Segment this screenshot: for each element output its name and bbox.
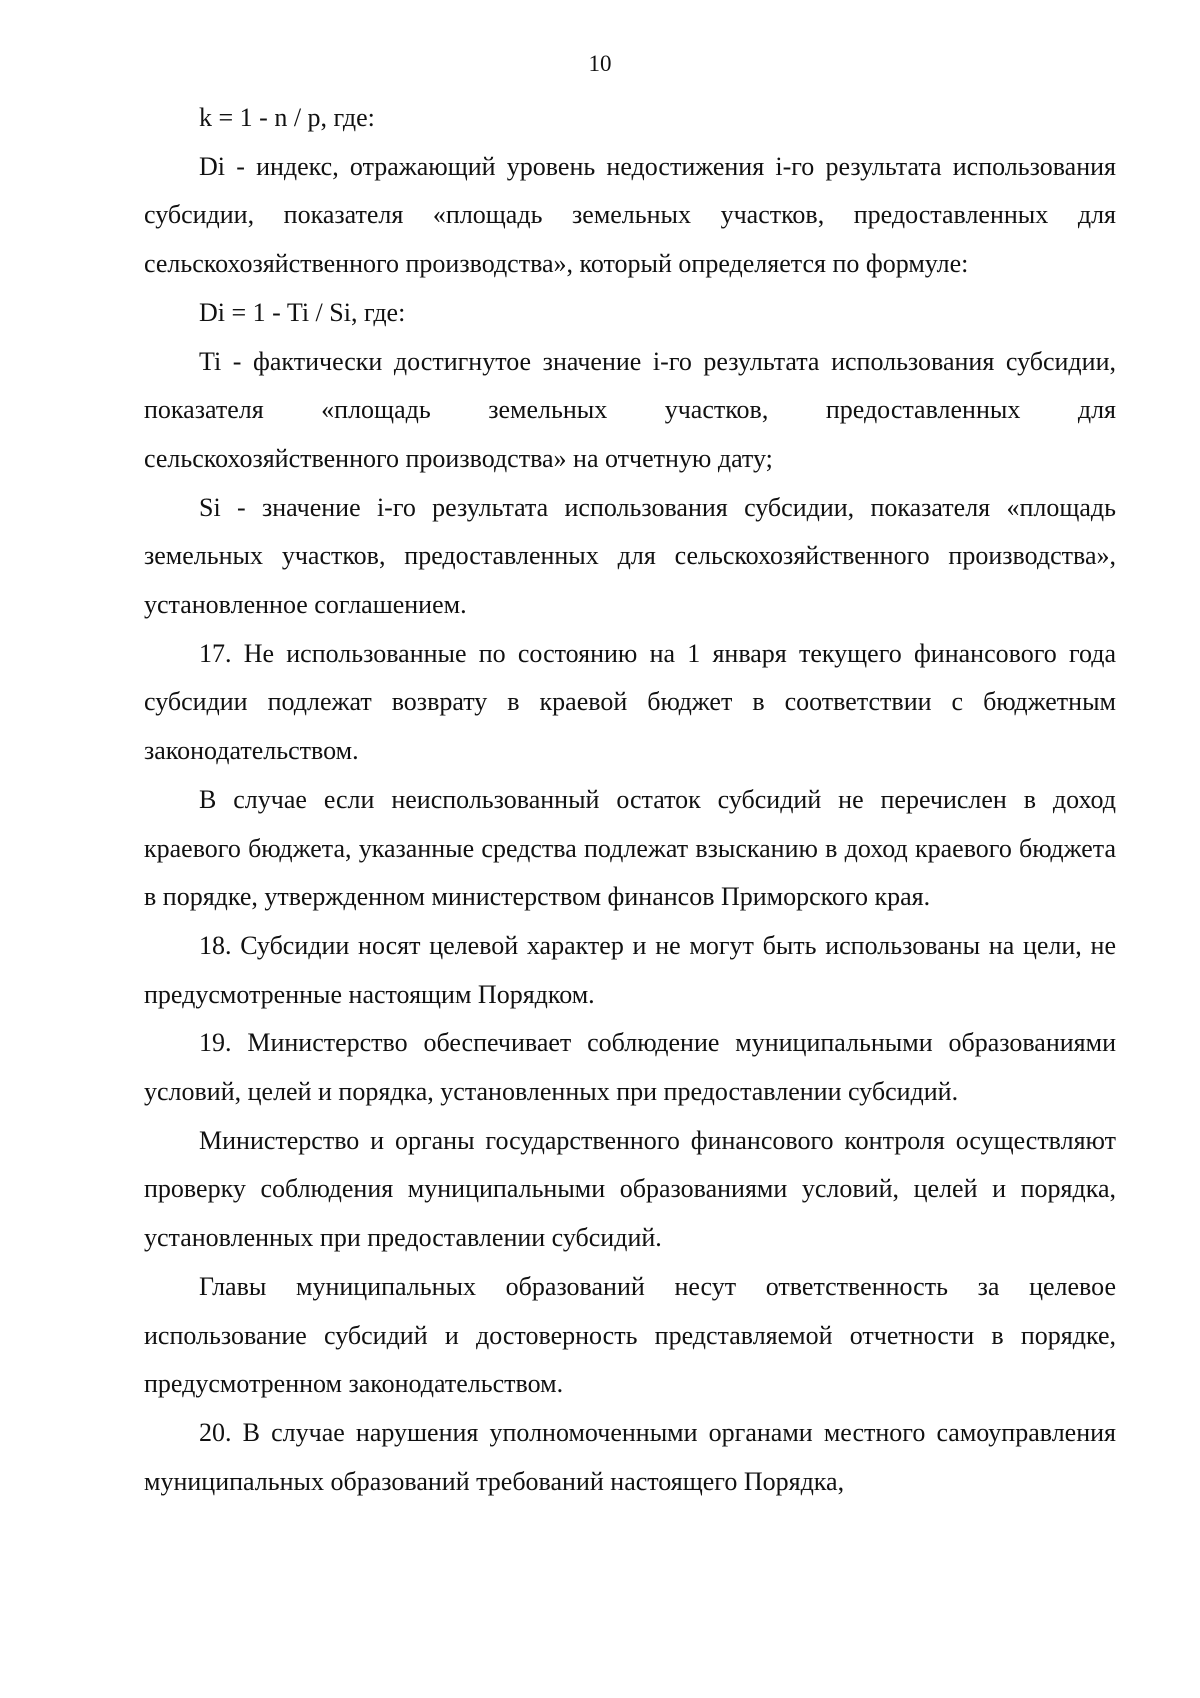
paragraph-ti-definition: Ti - фактически достигнутое значение i-го результата использования субсидии, показателя «площадь земельных участков, предоставленных для сельскохозяйственного производства» на отчетную дату;: [144, 346, 1116, 473]
paragraph-di-definition: Di - индекс, отражающий уровень недостижения i-го результата использования субсидии, показателя «площадь земельных участков, предоставленных для сельскохозяйственного производства», который определяется по формуле:: [144, 151, 1116, 279]
paragraph-si-definition: Si - значение i-го результата использования субсидии, показателя «площадь земельных участков, предоставленных для сельскохозяйственного производства», установленное соглашением.: [144, 492, 1116, 620]
paragraph-19-responsibility: Главы муниципальных образований несут ответственность за целевое использование субсидий и достоверность представляемой отчетности в порядке, предусмотренном законодательством.: [144, 1271, 1116, 1399]
document-body: [144, 94, 1116, 1506]
paragraph-20: 20. В случае нарушения уполномоченными органами местного самоуправления муниципальных образований требований настоящего Порядка,: [144, 1417, 1116, 1496]
paragraph-17-continuation: В случае если неиспользованный остаток субсидий не перечислен в доход краевого бюджета, указанные средства подлежат взысканию в доход краевого бюджета в порядке, утвержденном министерством финансов Приморского края.: [144, 784, 1116, 912]
paragraph-17: 17. Не использованные по состоянию на 1 января текущего финансового года субсидии подлежат возврату в краевой бюджет в соответствии с бюджетным законодательством.: [144, 638, 1116, 766]
paragraph-19: 19. Министерство обеспечивает соблюдение муниципальными образованиями условий, целей и порядка, установленных при предоставлении субсидий.: [144, 1028, 1116, 1107]
paragraph-19-control: Министерство и органы государственного финансового контроля осуществляют проверку соблюдения муниципальными образованиями условий, целей и порядка, установленных при предоставлении субсидий.: [144, 1125, 1116, 1253]
paragraph-18: 18. Субсидии носят целевой характер и не могут быть использованы на цели, не предусмотренные настоящим Порядком.: [144, 930, 1116, 1009]
page-number: 10: [588, 51, 612, 76]
formula-di: Di = 1 - Ti / Si, где:: [199, 297, 406, 327]
formula-k: k = 1 - n / p, где:: [199, 103, 375, 132]
